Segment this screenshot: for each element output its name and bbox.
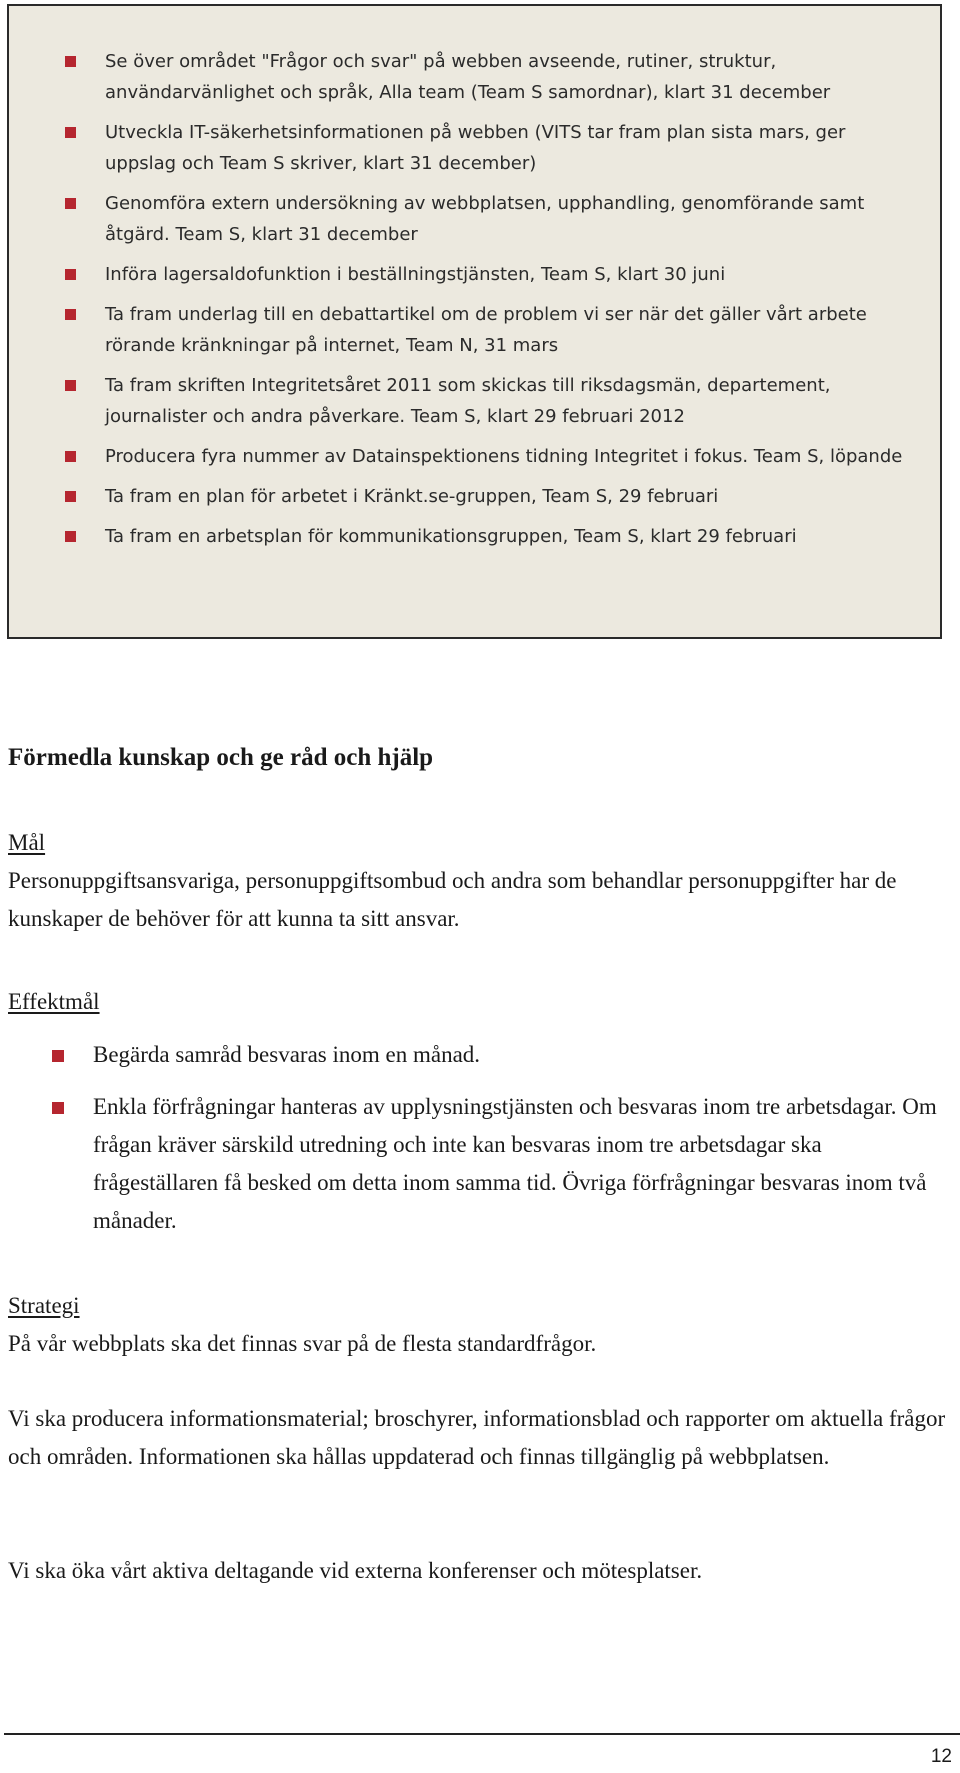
activity-item (9, 481, 940, 512)
activity-item (9, 259, 940, 290)
page-number: 12 (930, 1746, 952, 1767)
square-bullet-icon (65, 309, 76, 320)
activity-item (9, 46, 940, 108)
effect-goal-item (0, 1088, 960, 1240)
activity-text: Producera fyra nummer av Datainspektionens tidning Integritet i fokus. Team S, löpande (105, 446, 903, 467)
activity-item (9, 117, 940, 179)
goal-label: Mål (8, 830, 46, 855)
strategy-paragraph: Vi ska öka vårt aktiva deltagande vid externa konferenser och mötesplatser. (8, 1558, 703, 1583)
activity-text: Genomföra extern undersökning av webbplatsen, upphandling, genomförande samt åtgärd. Team S, klart 31 december (105, 193, 865, 245)
activity-item (9, 370, 940, 432)
square-bullet-icon (65, 451, 76, 462)
activity-text: Utveckla IT-säkerhetsinformationen på webben (VITS tar fram plan sista mars, ger uppslag och Team S skriver, klart 31 december) (105, 122, 846, 174)
activity-text: Ta fram en plan för arbetet i Kränkt.se-gruppen, Team S, 29 februari (105, 486, 719, 507)
strategy-label: Strategi (8, 1293, 80, 1318)
square-bullet-icon (65, 531, 76, 542)
strategy-paragraph: Vi ska producera informationsmaterial; broschyrer, informationsblad och rapporter om aktuella frågor och områden. Informationen ska hållas uppdaterad och finnas tillgänglig på webbplatsen. (8, 1406, 946, 1469)
square-bullet-icon (65, 56, 76, 67)
activity-text: Införa lagersaldofunktion i beställningstjänsten, Team S, klart 30 juni (105, 264, 726, 285)
activity-item (9, 521, 940, 552)
effect-goal-label: Effektmål (8, 989, 100, 1014)
section-heading: Förmedla kunskap och ge råd och hjälp (8, 744, 434, 771)
square-bullet-icon (65, 380, 76, 391)
effect-goal-item (0, 1036, 960, 1074)
goal-text: Personuppgiftsansvariga, personuppgiftsombud och andra som behandlar personuppgifter har de kunskaper de behöver för att kunna ta sitt ansvar. (8, 868, 897, 931)
square-bullet-icon (52, 1102, 64, 1114)
footer-divider (4, 1733, 960, 1735)
square-bullet-icon (65, 127, 76, 138)
square-bullet-icon (65, 269, 76, 280)
activity-item (9, 299, 940, 361)
activity-text: Ta fram underlag till en debattartikel om de problem vi ser när det gäller vårt arbete rörande kränkningar på internet, Team N, 31 mars (105, 304, 867, 356)
activity-item (9, 441, 940, 472)
square-bullet-icon (65, 491, 76, 502)
square-bullet-icon (52, 1050, 64, 1062)
activity-text: Ta fram skriften Integritetsåret 2011 som skickas till riksdagsmän, departement, journalister och andra påverkare. Team S, klart 29 februari 2012 (105, 375, 831, 427)
activity-list (9, 46, 940, 561)
strategy-paragraph: På vår webbplats ska det finnas svar på de flesta standardfrågor. (8, 1331, 597, 1356)
effect-goal-text: Enkla förfrågningar hanteras av upplysningstjänsten och besvaras inom tre arbetsdagar. Om frågan kräver särskild utredning och inte kan besvaras inom tre arbetsdagar ska frågeställaren få besked om detta inom samma tid. Övriga förfrågningar besvaras inom två månader. (93, 1094, 937, 1233)
effect-goal-list (0, 1036, 960, 1254)
effect-goal-text: Begärda samråd besvaras inom en månad. (93, 1042, 481, 1067)
square-bullet-icon (65, 198, 76, 209)
activity-box (7, 4, 942, 639)
activity-text: Ta fram en arbetsplan för kommunikationsgruppen, Team S, klart 29 februari (105, 526, 797, 547)
activity-item (9, 188, 940, 250)
activity-text: Se över området "Frågor och svar" på webben avseende, rutiner, struktur, användarvänlighet och språk, Alla team (Team S samordnar), klart 31 december (105, 51, 831, 103)
